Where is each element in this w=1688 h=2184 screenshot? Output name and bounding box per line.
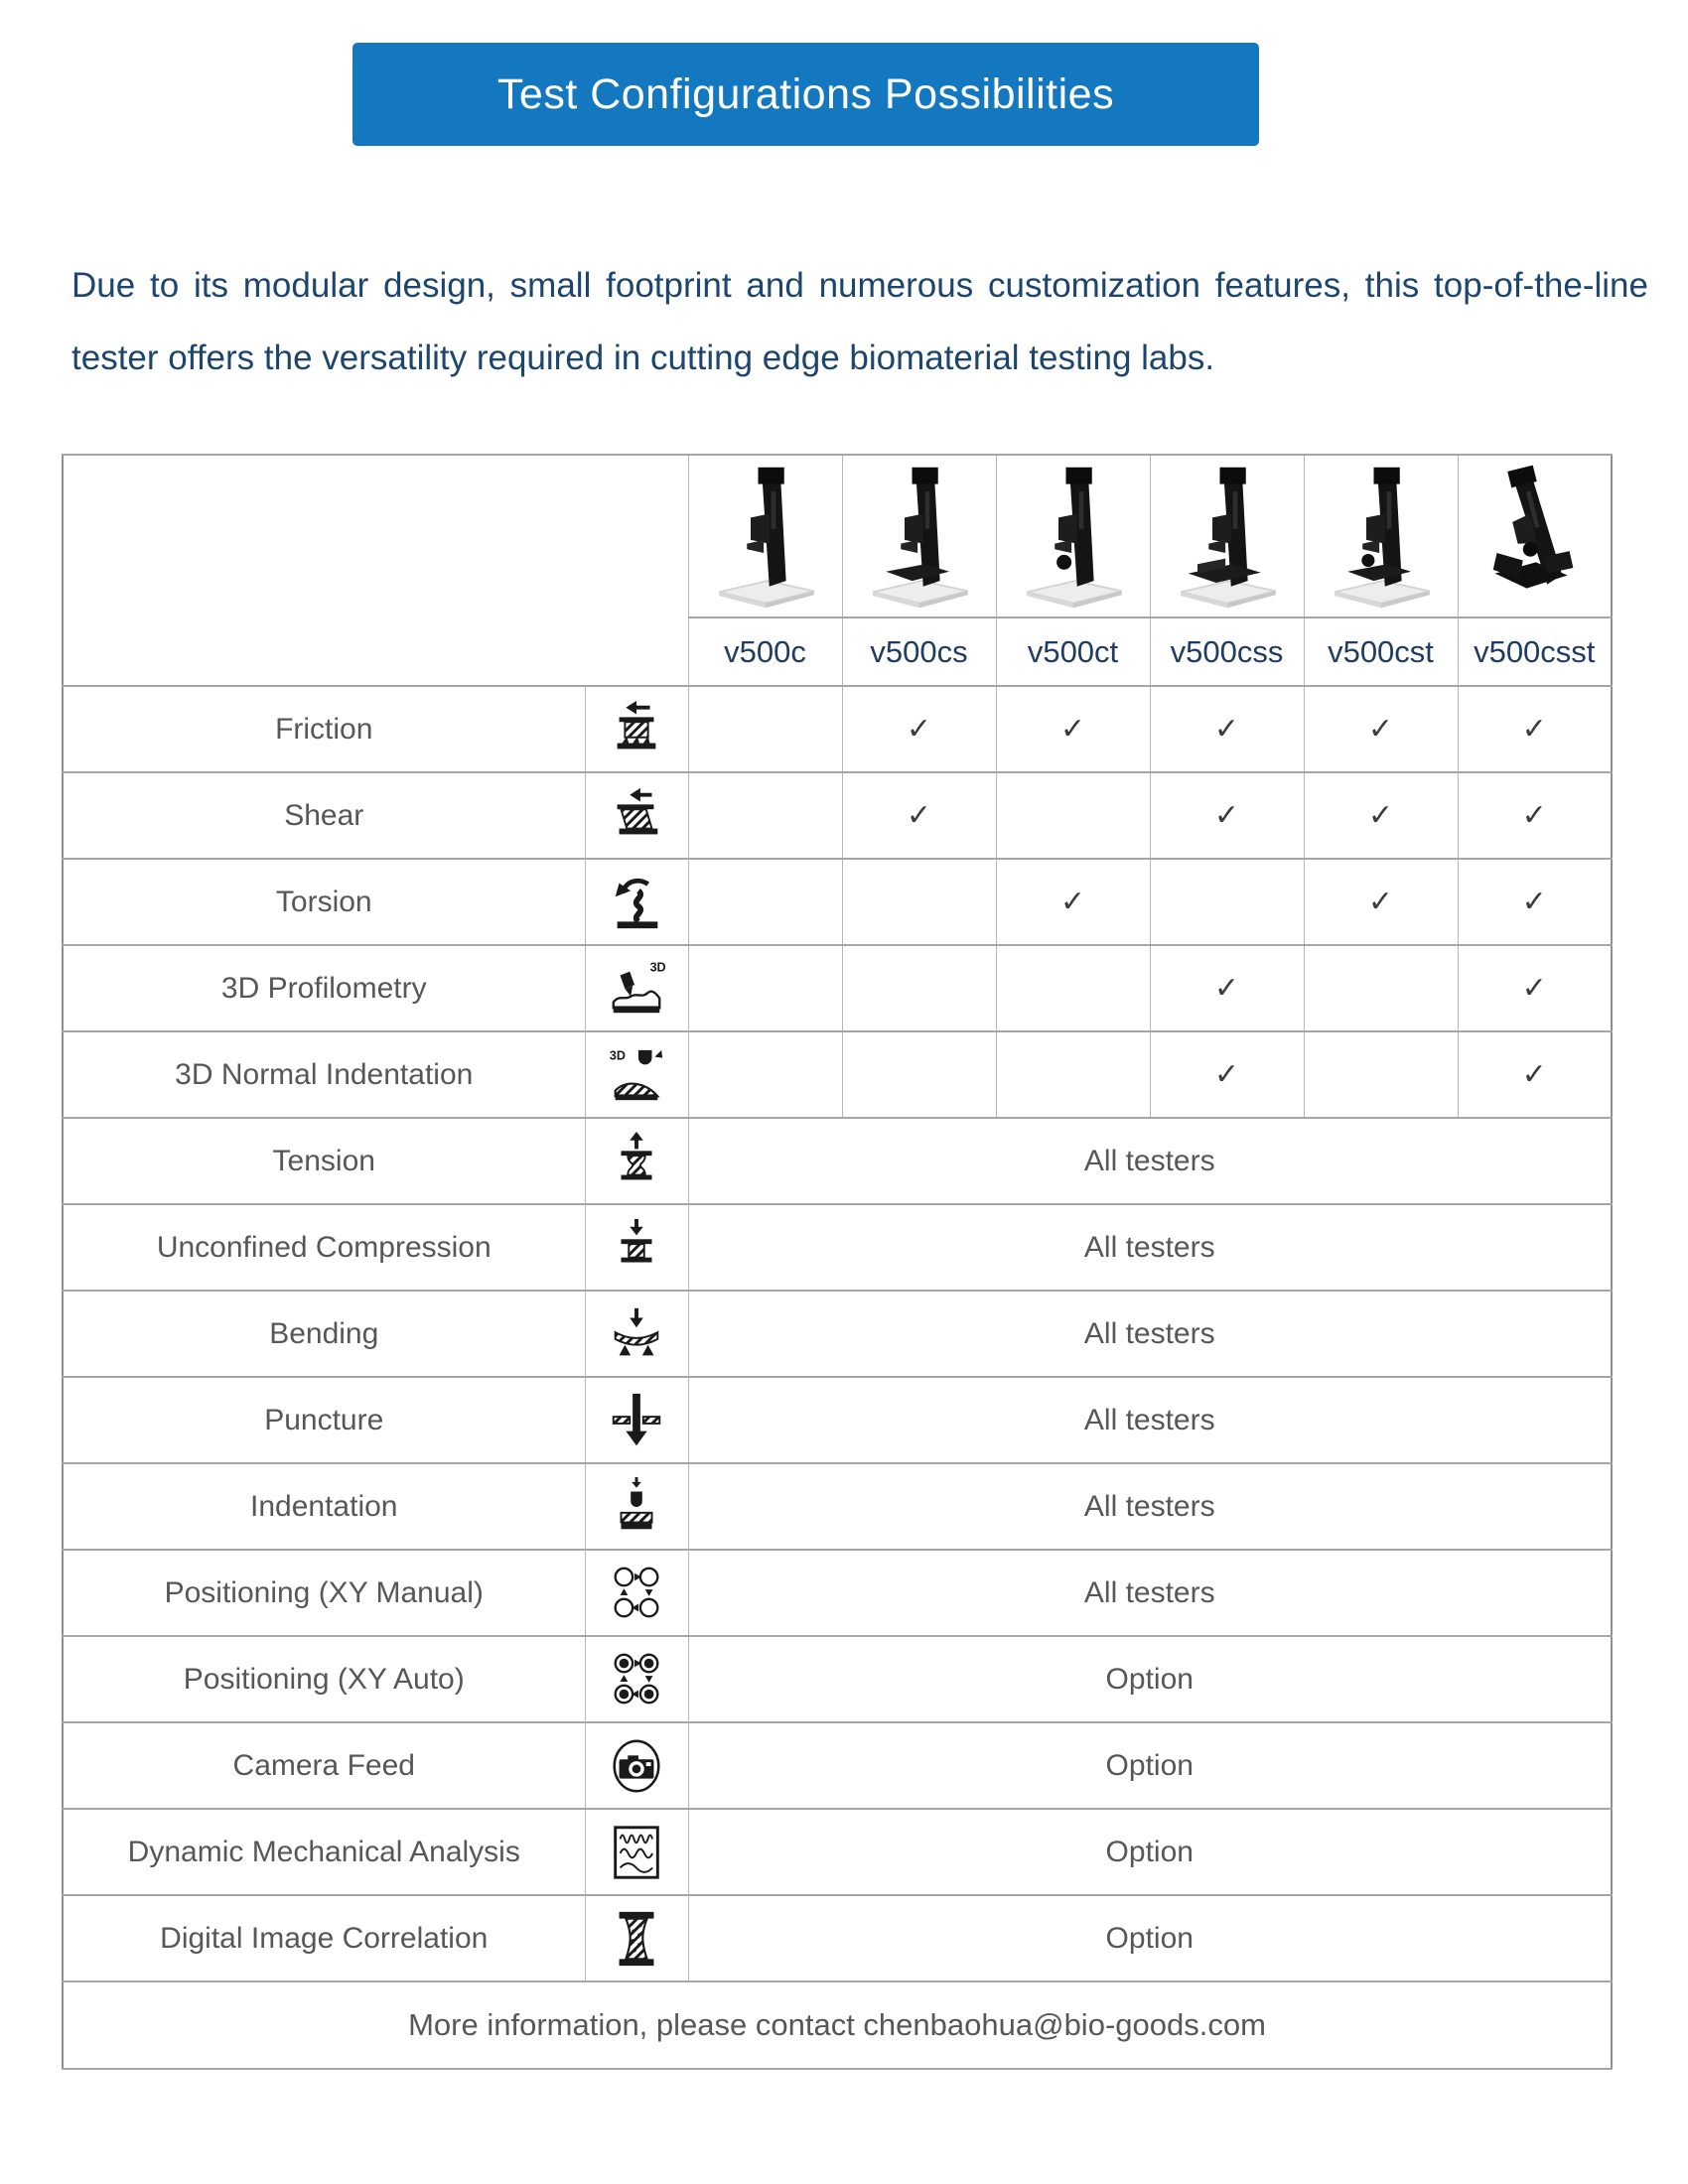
check-cell: ✓ xyxy=(1304,686,1458,772)
friction-icon xyxy=(585,686,688,772)
check-cell xyxy=(996,772,1150,859)
table-row xyxy=(63,1031,1612,1118)
check-cell: ✓ xyxy=(996,686,1150,772)
check-cell xyxy=(688,945,842,1031)
table-row xyxy=(63,1809,1612,1895)
table-row xyxy=(63,1118,1612,1204)
model-name-v500css: v500css xyxy=(1150,617,1304,686)
profilometry-3d-icon xyxy=(585,945,688,1031)
row-label-torsion: Torsion xyxy=(63,859,585,945)
check-cell: ✓ xyxy=(1150,686,1304,772)
row-label-digital-image-correlation: Digital Image Correlation xyxy=(63,1895,585,1981)
check-cell xyxy=(1150,859,1304,945)
machine-photo-v500c xyxy=(688,455,842,617)
row-label-positioning-xy-auto: Positioning (XY Auto) xyxy=(63,1636,585,1722)
normal-indentation-3d-icon xyxy=(585,1031,688,1118)
check-cell: ✓ xyxy=(1150,945,1304,1031)
machine-photo-v500ct xyxy=(996,455,1150,617)
camera-icon xyxy=(585,1722,688,1809)
check-cell xyxy=(996,1031,1150,1118)
row-label-indentation: Indentation xyxy=(63,1463,585,1550)
check-cell: ✓ xyxy=(1304,859,1458,945)
check-cell xyxy=(1304,1031,1458,1118)
model-name-v500csst: v500csst xyxy=(1458,617,1612,686)
table-row xyxy=(63,1550,1612,1636)
check-cell: ✓ xyxy=(1458,686,1612,772)
check-cell: ✓ xyxy=(842,772,996,859)
row-label-3d-normal-indentation: 3D Normal Indentation xyxy=(63,1031,585,1118)
shear-icon xyxy=(585,772,688,859)
span-cell-all-testers: All testers xyxy=(688,1463,1612,1550)
row-label-shear: Shear xyxy=(63,772,585,859)
header-photo-row xyxy=(63,455,1612,617)
page-title: Test Configurations Possibilities xyxy=(496,69,1115,118)
span-cell-option: Option xyxy=(688,1809,1612,1895)
table-row xyxy=(63,1895,1612,1981)
span-cell-option: Option xyxy=(688,1722,1612,1809)
row-label-dynamic-mechanical-analysis: Dynamic Mechanical Analysis xyxy=(63,1809,585,1895)
title-banner xyxy=(352,43,1259,146)
torsion-icon xyxy=(585,859,688,945)
row-label-unconfined-compression: Unconfined Compression xyxy=(63,1204,585,1291)
table-row xyxy=(63,1636,1612,1722)
intro-paragraph: Due to its modular design, small footprint and numerous customization features, this top-of-the-line tester offers the versatility required in cutting edge biomaterial testing labs. xyxy=(71,266,1648,377)
puncture-icon xyxy=(585,1377,688,1463)
test-configurations-table xyxy=(62,454,1613,2070)
table-row xyxy=(63,1291,1612,1377)
machine-photo-v500csst xyxy=(1458,455,1612,617)
row-label-tension: Tension xyxy=(63,1118,585,1204)
corner-cell xyxy=(63,455,688,686)
check-cell: ✓ xyxy=(1150,1031,1304,1118)
check-cell: ✓ xyxy=(1304,772,1458,859)
table-row xyxy=(63,1463,1612,1550)
check-cell: ✓ xyxy=(842,686,996,772)
model-name-v500c: v500c xyxy=(688,617,842,686)
table-row xyxy=(63,1722,1612,1809)
check-cell xyxy=(842,859,996,945)
row-label-puncture: Puncture xyxy=(63,1377,585,1463)
span-cell-all-testers: All testers xyxy=(688,1291,1612,1377)
table-row xyxy=(63,859,1612,945)
check-cell xyxy=(996,945,1150,1031)
check-cell xyxy=(1304,945,1458,1031)
svg-text:3D: 3D xyxy=(649,960,666,975)
span-cell-all-testers: All testers xyxy=(688,1377,1612,1463)
check-cell xyxy=(842,1031,996,1118)
table-row xyxy=(63,945,1612,1031)
table-row xyxy=(63,1377,1612,1463)
row-label-bending: Bending xyxy=(63,1291,585,1377)
check-cell: ✓ xyxy=(1458,1031,1612,1118)
span-cell-all-testers: All testers xyxy=(688,1118,1612,1204)
table-row xyxy=(63,772,1612,859)
check-cell xyxy=(688,859,842,945)
check-cell xyxy=(688,1031,842,1118)
indentation-icon xyxy=(585,1463,688,1550)
compression-icon xyxy=(585,1204,688,1291)
check-cell: ✓ xyxy=(1458,945,1612,1031)
machine-photo-v500cs xyxy=(842,455,996,617)
check-cell xyxy=(688,686,842,772)
table-row xyxy=(63,686,1612,772)
bending-icon xyxy=(585,1291,688,1377)
xy-auto-icon xyxy=(585,1636,688,1722)
tension-icon xyxy=(585,1118,688,1204)
model-name-v500cs: v500cs xyxy=(842,617,996,686)
check-cell: ✓ xyxy=(1458,772,1612,859)
row-label-friction: Friction xyxy=(63,686,585,772)
row-label-camera-feed: Camera Feed xyxy=(63,1722,585,1809)
table-row xyxy=(63,1204,1612,1291)
xy-manual-icon xyxy=(585,1550,688,1636)
model-name-v500ct: v500ct xyxy=(996,617,1150,686)
check-cell: ✓ xyxy=(1150,772,1304,859)
check-cell: ✓ xyxy=(996,859,1150,945)
row-label-3d-profilometry: 3D Profilometry xyxy=(63,945,585,1031)
span-cell-option: Option xyxy=(688,1895,1612,1981)
span-cell-all-testers: All testers xyxy=(688,1204,1612,1291)
contact-note: More information, please contact chenbaohua@bio-goods.com xyxy=(63,1981,1612,2069)
row-label-positioning-xy-manual: Positioning (XY Manual) xyxy=(63,1550,585,1636)
dma-icon xyxy=(585,1809,688,1895)
check-cell xyxy=(842,945,996,1031)
machine-photo-v500css xyxy=(1150,455,1304,617)
svg-text:3D: 3D xyxy=(609,1048,626,1062)
span-cell-option: Option xyxy=(688,1636,1612,1722)
check-cell: ✓ xyxy=(1458,859,1612,945)
table-footer-row xyxy=(63,1981,1612,2069)
model-name-v500cst: v500cst xyxy=(1304,617,1458,686)
check-cell xyxy=(688,772,842,859)
span-cell-all-testers: All testers xyxy=(688,1550,1612,1636)
machine-photo-v500cst xyxy=(1304,455,1458,617)
dic-icon xyxy=(585,1895,688,1981)
